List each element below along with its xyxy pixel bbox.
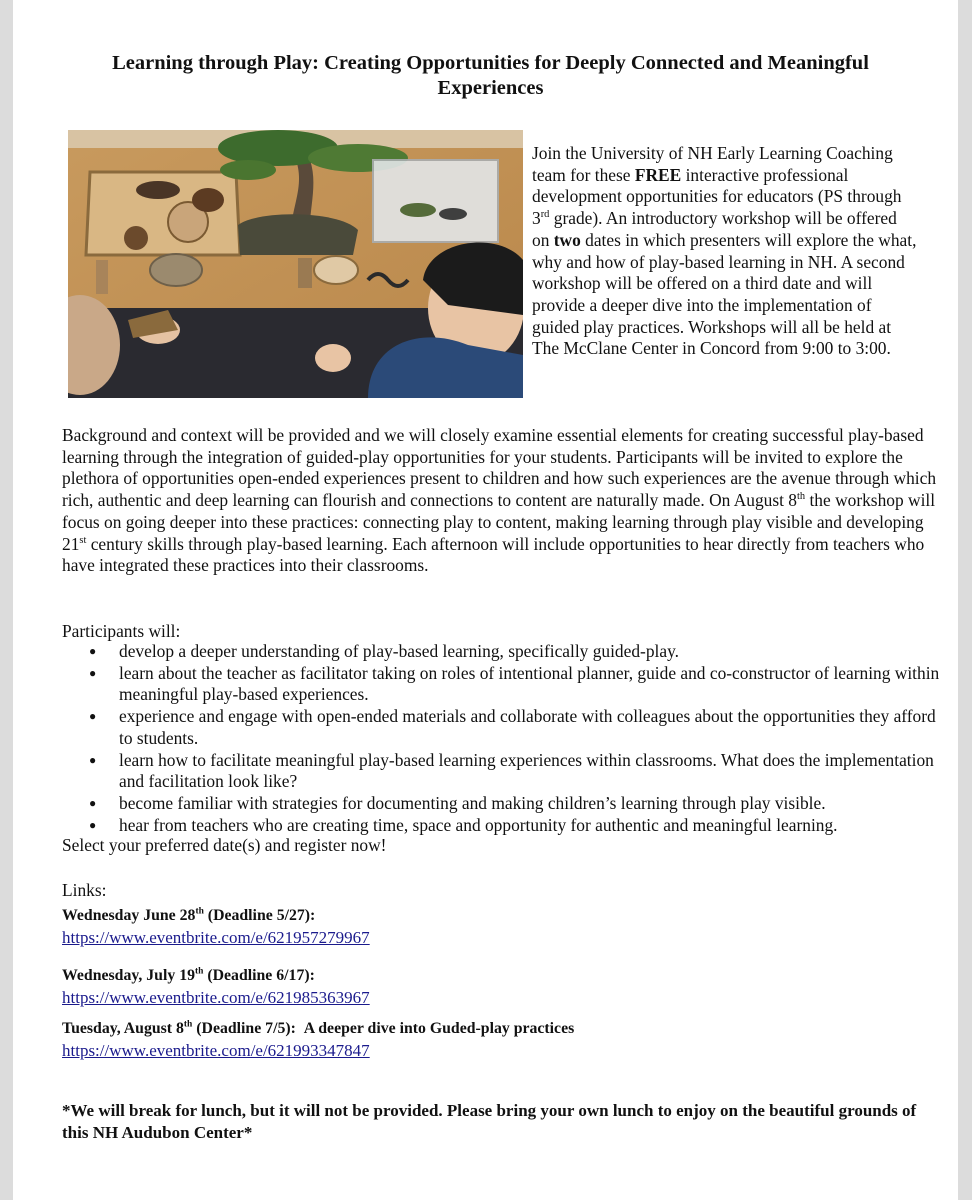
flyer-page	[13, 0, 958, 1200]
background-text: the workshop will focus on going deeper into these practices: connecting play to content, making learning through play visible and developing 21	[62, 490, 936, 554]
register-prompt: Select your preferred date(s) and register now!	[62, 835, 387, 855]
intro-paragraph	[532, 143, 917, 360]
event-july	[62, 965, 370, 1009]
intro-text: interactive professional development opportunities for educators (PS through 3	[532, 164, 902, 229]
list-item: ● develop a deeper understanding of play-based learning, specifically guided-play.	[62, 641, 942, 663]
event-august	[62, 1018, 574, 1062]
list-item: ● experience and engage with open-ended materials and collaborate with colleagues about the opportunities they afford to students.	[62, 706, 942, 749]
two-emphasis: two	[553, 229, 581, 250]
classroom-photo	[68, 130, 523, 398]
background-text: Background and context will be provided and we will closely examine essential elements for creating successful play-based learning through the integration of guided-play opportunities for your students. Participants will be invited to explore the plethora of opportunities open-ended experiences present to children and how such experiences are the avenue through which rich, authentic and deep learning can flourish and connections to content are naturally made. On August 8	[62, 425, 937, 511]
list-item: ● learn how to facilitate meaningful play-based learning experiences within classrooms. What does the implementation and facilitation look like?	[62, 750, 942, 793]
event-date-label: Wednesday June 28th (Deadline 5/27):	[62, 906, 316, 924]
event-description: A deeper dive into Guded-play practices	[303, 1020, 575, 1037]
background-text: century skills through play-based learning. Each afternoon will include opportunities to hear directly from teachers who have integrated these practices into their classrooms.	[62, 533, 925, 576]
event-date-label: Tuesday, August 8th (Deadline 7/5):	[62, 1019, 296, 1037]
flyer-title: Learning through Play: Creating Opportunities for Deeply Connected and Meaningful Experiences	[112, 52, 869, 99]
links-heading: Links:	[62, 880, 107, 900]
event-link-july[interactable]: https://www.eventbrite.com/e/621985363967	[62, 987, 370, 1007]
participant-outcomes-list	[62, 641, 942, 836]
event-june	[62, 905, 370, 949]
superscript: st	[79, 534, 87, 546]
intro-text: dates in which presenters will explore the what, why and how of play-based learning in NH. A second workshop will be offered on a third date and will provide a deeper dive into the implementation of guided play practices. Workshops will all be held at The McClane Center in Concord from 9:00 to 3:00.	[532, 229, 917, 359]
event-link-august[interactable]: https://www.eventbrite.com/e/621993347847	[62, 1040, 370, 1060]
participants-heading: Participants will:	[62, 621, 181, 641]
superscript: rd	[540, 209, 550, 221]
background-paragraph	[62, 425, 942, 577]
intro-text: grade). An introductory workshop will be offered on	[532, 208, 897, 250]
list-item: ● learn about the teacher as facilitator taking on roles of intentional planner, guide and co-constructor of learning within meaningful play-based experiences.	[62, 663, 942, 706]
event-date-label: Wednesday, July 19th (Deadline 6/17):	[62, 966, 315, 984]
free-emphasis: FREE	[634, 164, 682, 185]
event-link-june[interactable]: https://www.eventbrite.com/e/621957279967	[62, 927, 370, 947]
list-item: ● hear from teachers who are creating time, space and opportunity for authentic and meaningful learning.	[62, 815, 942, 837]
intro-text: Join the University of NH Early Learning Coaching team for these	[532, 143, 893, 185]
list-item: ● become familiar with strategies for documenting and making children’s learning through play visible.	[62, 793, 942, 815]
lunch-note: *We will break for lunch, but it will not be provided. Please bring your own lunch to enjoy on the beautiful grounds of this NH Audubon Center*	[62, 1101, 917, 1142]
superscript: th	[797, 491, 806, 503]
